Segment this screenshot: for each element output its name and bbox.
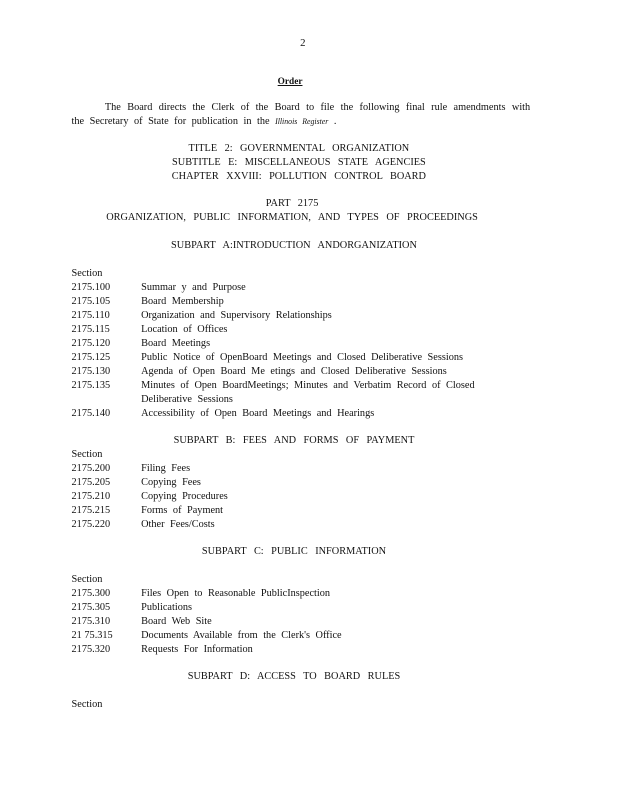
toc-row: [72, 615, 503, 629]
order-heading: Order: [277, 77, 303, 87]
toc-row: [72, 351, 503, 365]
section-number: 2175.220: [71, 519, 111, 530]
section-title: Public Notice of OpenBoard Meetings and Closed Deliberative Sessions: [141, 352, 464, 363]
title-line: TITLE 2: GOVERNMENTAL ORGANIZATION: [188, 143, 410, 154]
toc-row: [72, 365, 503, 379]
section-title: Publications: [141, 602, 193, 613]
section-number: 2175.215: [71, 505, 111, 516]
section-label: Section: [71, 699, 103, 710]
toc-row: [72, 379, 503, 407]
intro-paragraph: [72, 101, 531, 129]
section-title: Summar y and Purpose: [141, 282, 246, 293]
section-number: 2175.310: [71, 616, 111, 627]
publication-name: Illinois Register: [275, 117, 329, 126]
toc-row: [72, 643, 503, 657]
section-title: Forms of Payment: [141, 505, 224, 516]
section-title: Organization and Supervisory Relationships: [141, 310, 332, 321]
section-title: Other Fees/Costs: [141, 519, 215, 530]
title-block: [0, 142, 598, 184]
section-number: 2175.130: [71, 366, 111, 377]
section-title: Requests For Information: [141, 644, 253, 655]
section-number: 2175.205: [71, 477, 111, 488]
section-label: Section: [71, 268, 103, 279]
subpart-b-heading: SUBPART B: FEES AND FORMS OF PAYMENT: [173, 435, 415, 446]
toc-row: [72, 462, 503, 476]
toc-row: [72, 601, 503, 615]
toc-row: [72, 629, 503, 643]
section-title: Location of Offices: [141, 324, 228, 335]
section-title: Accessibility of Open Board Meetings and Hearings: [141, 408, 375, 419]
subpart-b-toc: [72, 462, 503, 532]
toc-row: [72, 504, 503, 518]
toc-row: [72, 587, 503, 601]
toc-row: [72, 295, 503, 309]
section-number: 2175.135: [71, 380, 111, 391]
part-number: PART 2175: [265, 198, 319, 209]
section-title: Copying Procedures: [141, 491, 228, 502]
toc-row: [72, 309, 503, 323]
section-title: Agenda of Open Board Me etings and Closed Deliberative Sessions: [141, 366, 447, 377]
toc-row: [72, 476, 503, 490]
section-title: Board Meetings: [141, 338, 211, 349]
section-number: 2175.125: [71, 352, 111, 363]
section-label: Section: [71, 449, 103, 460]
section-number: 2175.210: [71, 491, 111, 502]
section-title: Copying Fees: [141, 477, 201, 488]
section-number: 2175.300: [71, 588, 111, 599]
section-number: 2175.320: [71, 644, 111, 655]
subpart-d-heading: SUBPART D: ACCESS TO BOARD RULES: [187, 671, 401, 682]
subpart-a-heading: SUBPART A:INTRODUCTION ANDORGANIZATION: [171, 240, 417, 251]
toc-row: [72, 518, 503, 532]
page-number: 2: [300, 37, 306, 49]
section-title: Files Open to Reasonable PublicInspection: [141, 588, 331, 599]
section-title: Minutes of Open BoardMeetings; Minutes and Verbatim Record of Closed Deliberative Sessions: [141, 380, 475, 405]
section-number: 2175.120: [71, 338, 111, 349]
section-title: Board Membership: [141, 296, 224, 307]
section-title: Filing Fees: [141, 463, 191, 474]
section-number: 21 75.315: [71, 630, 113, 641]
chapter-line: CHAPTER XXVIII: POLLUTION CONTROL BOARD: [171, 171, 426, 182]
subtitle-line: SUBTITLE E: MISCELLANEOUS STATE AGENCIES: [172, 157, 426, 168]
section-label: Section: [71, 574, 103, 585]
section-number: 2175.305: [71, 602, 111, 613]
subpart-c-toc: [72, 587, 503, 657]
part-title: ORGANIZATION, PUBLIC INFORMATION, AND TYPES OF PROCEEDINGS: [106, 212, 478, 223]
intro-text: The Board directs the Clerk of the Board to file the following final rule amendments with the Secretary of State for publication in the: [71, 102, 531, 127]
toc-row: [72, 323, 503, 337]
section-title: Board Web Site: [141, 616, 212, 627]
intro-end: .: [333, 116, 337, 127]
section-number: 2175.100: [71, 282, 111, 293]
section-number: 2175.105: [71, 296, 111, 307]
toc-row: [72, 407, 503, 421]
section-number: 2175.140: [71, 408, 111, 419]
section-title: Documents Available from the Clerk's Office: [141, 630, 342, 641]
section-number: 2175.110: [71, 310, 110, 321]
subpart-c-heading: SUBPART C: PUBLIC INFORMATION: [201, 546, 387, 557]
toc-row: [72, 337, 503, 351]
toc-row: [72, 490, 503, 504]
section-number: 2175.115: [71, 324, 110, 335]
section-number: 2175.200: [71, 463, 111, 474]
part-block: [0, 197, 584, 225]
toc-row: [72, 281, 503, 295]
subpart-a-toc: [72, 281, 503, 421]
